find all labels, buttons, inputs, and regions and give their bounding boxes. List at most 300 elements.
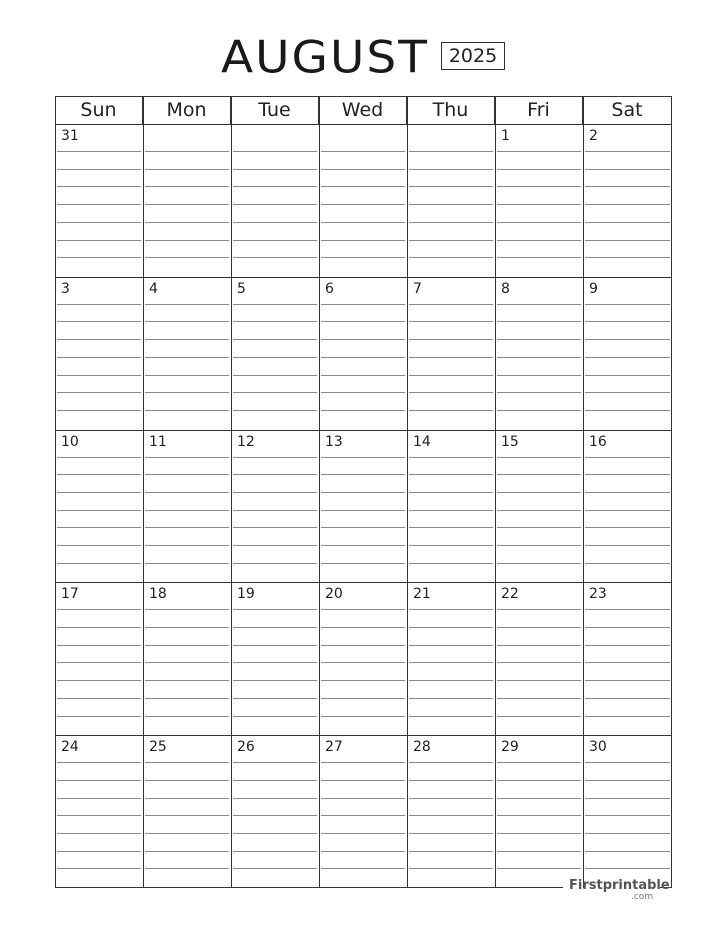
writing-line xyxy=(409,169,493,170)
writing-line xyxy=(497,680,581,681)
brand-logo: Firstprintable xyxy=(569,878,670,893)
writing-line xyxy=(233,169,317,170)
writing-line xyxy=(233,698,317,699)
writing-line xyxy=(145,474,229,475)
day-number: 11 xyxy=(149,433,167,450)
day-number: 14 xyxy=(413,433,431,450)
writing-line xyxy=(321,510,405,511)
writing-line xyxy=(585,833,670,834)
writing-line xyxy=(585,492,670,493)
day-number: 29 xyxy=(501,739,519,756)
writing-line xyxy=(145,833,229,834)
day-number: 8 xyxy=(501,280,510,297)
writing-line xyxy=(233,716,317,717)
writing-line xyxy=(585,609,670,610)
day-cell[interactable] xyxy=(143,277,231,430)
day-number: 18 xyxy=(149,586,167,603)
writing-line xyxy=(585,780,670,781)
writing-line xyxy=(57,375,141,376)
writing-line xyxy=(585,851,670,852)
writing-line xyxy=(233,222,317,223)
writing-line xyxy=(409,851,493,852)
day-number: 26 xyxy=(237,739,255,756)
writing-line xyxy=(497,169,581,170)
writing-line xyxy=(233,257,317,258)
writing-line xyxy=(497,257,581,258)
writing-line xyxy=(145,375,229,376)
writing-line xyxy=(57,698,141,699)
day-cell[interactable] xyxy=(55,124,143,277)
weekday-header-wed: Wed xyxy=(319,96,407,124)
writing-line xyxy=(145,645,229,646)
writing-line xyxy=(57,645,141,646)
day-number: 4 xyxy=(149,280,158,297)
brand-domain: .com xyxy=(631,892,654,902)
writing-line xyxy=(145,304,229,305)
writing-line xyxy=(585,680,670,681)
writing-line xyxy=(321,815,405,816)
day-cell[interactable] xyxy=(583,124,672,277)
writing-line xyxy=(409,527,493,528)
writing-line xyxy=(57,492,141,493)
writing-line xyxy=(57,868,141,869)
writing-line xyxy=(409,257,493,258)
writing-line xyxy=(57,169,141,170)
writing-line xyxy=(409,304,493,305)
writing-line xyxy=(409,410,493,411)
writing-line xyxy=(409,339,493,340)
writing-line xyxy=(409,815,493,816)
writing-line xyxy=(497,563,581,564)
writing-line xyxy=(145,186,229,187)
day-number: 30 xyxy=(589,739,607,756)
writing-line xyxy=(321,257,405,258)
day-cell[interactable] xyxy=(231,582,319,735)
writing-line xyxy=(57,339,141,340)
writing-line xyxy=(409,375,493,376)
writing-line xyxy=(145,798,229,799)
day-cell[interactable] xyxy=(319,582,407,735)
writing-line xyxy=(145,457,229,458)
writing-line xyxy=(57,545,141,546)
writing-line xyxy=(497,204,581,205)
writing-line xyxy=(145,780,229,781)
writing-line xyxy=(497,392,581,393)
writing-line xyxy=(497,868,581,869)
writing-line xyxy=(409,833,493,834)
writing-line xyxy=(233,545,317,546)
writing-line xyxy=(145,563,229,564)
day-cell[interactable] xyxy=(407,277,495,430)
writing-line xyxy=(409,780,493,781)
writing-line xyxy=(497,780,581,781)
day-cell[interactable] xyxy=(319,430,407,583)
day-number: 7 xyxy=(413,280,422,297)
writing-line xyxy=(145,698,229,699)
writing-line xyxy=(585,392,670,393)
writing-line xyxy=(57,257,141,258)
day-cell[interactable] xyxy=(407,430,495,583)
writing-line xyxy=(497,698,581,699)
writing-line xyxy=(585,627,670,628)
day-cell[interactable] xyxy=(583,582,672,735)
day-number: 21 xyxy=(413,586,431,603)
writing-line xyxy=(409,222,493,223)
writing-line xyxy=(585,698,670,699)
writing-line xyxy=(321,698,405,699)
writing-line xyxy=(585,527,670,528)
day-number: 1 xyxy=(501,128,510,144)
writing-line xyxy=(233,868,317,869)
writing-line xyxy=(57,563,141,564)
writing-line xyxy=(57,474,141,475)
writing-line xyxy=(321,716,405,717)
writing-line xyxy=(585,204,670,205)
writing-line xyxy=(233,762,317,763)
writing-line xyxy=(497,798,581,799)
weekday-header-tue: Tue xyxy=(231,96,319,124)
day-cell[interactable] xyxy=(143,582,231,735)
writing-line xyxy=(497,304,581,305)
writing-line xyxy=(233,662,317,663)
writing-line xyxy=(145,762,229,763)
writing-line xyxy=(233,645,317,646)
writing-line xyxy=(57,510,141,511)
day-number: 24 xyxy=(61,739,79,756)
day-cell[interactable] xyxy=(231,735,319,888)
writing-line xyxy=(321,474,405,475)
writing-line xyxy=(145,815,229,816)
writing-line xyxy=(585,510,670,511)
writing-line xyxy=(57,662,141,663)
writing-line xyxy=(321,169,405,170)
day-cell[interactable] xyxy=(55,277,143,430)
day-cell[interactable] xyxy=(231,277,319,430)
writing-line xyxy=(585,240,670,241)
day-cell[interactable] xyxy=(583,430,672,583)
writing-line xyxy=(497,609,581,610)
day-cell[interactable] xyxy=(407,124,495,277)
writing-line xyxy=(233,851,317,852)
writing-line xyxy=(233,680,317,681)
day-number: 2 xyxy=(589,128,598,144)
writing-line xyxy=(145,609,229,610)
writing-line xyxy=(497,375,581,376)
day-cell[interactable] xyxy=(143,735,231,888)
weekday-header-thu: Thu xyxy=(407,96,495,124)
writing-line xyxy=(321,492,405,493)
writing-line xyxy=(57,321,141,322)
writing-line xyxy=(233,304,317,305)
day-number: 13 xyxy=(325,433,343,450)
writing-line xyxy=(321,410,405,411)
writing-line xyxy=(497,186,581,187)
writing-line xyxy=(321,304,405,305)
writing-line xyxy=(233,339,317,340)
day-number: 28 xyxy=(413,739,431,756)
writing-line xyxy=(585,457,670,458)
writing-line xyxy=(321,662,405,663)
writing-line xyxy=(57,798,141,799)
writing-line xyxy=(409,563,493,564)
writing-line xyxy=(321,339,405,340)
day-cell[interactable] xyxy=(495,430,583,583)
writing-line xyxy=(585,762,670,763)
writing-line xyxy=(585,716,670,717)
writing-line xyxy=(409,716,493,717)
writing-line xyxy=(57,410,141,411)
writing-line xyxy=(585,645,670,646)
day-number: 6 xyxy=(325,280,334,297)
writing-line xyxy=(233,563,317,564)
writing-line xyxy=(409,698,493,699)
writing-line xyxy=(409,798,493,799)
writing-line xyxy=(409,645,493,646)
writing-line xyxy=(585,410,670,411)
writing-line xyxy=(497,545,581,546)
writing-line xyxy=(585,339,670,340)
year-badge: 2025 xyxy=(441,42,505,70)
writing-line xyxy=(321,645,405,646)
writing-line xyxy=(57,357,141,358)
writing-line xyxy=(145,510,229,511)
day-number: 31 xyxy=(61,128,79,144)
writing-line xyxy=(409,240,493,241)
writing-line xyxy=(497,762,581,763)
writing-line xyxy=(57,240,141,241)
day-cell[interactable] xyxy=(231,124,319,277)
day-cell[interactable] xyxy=(407,735,495,888)
day-number: 9 xyxy=(589,280,598,297)
day-cell[interactable] xyxy=(583,277,672,430)
writing-line xyxy=(321,762,405,763)
day-number: 20 xyxy=(325,586,343,603)
writing-line xyxy=(321,680,405,681)
writing-line xyxy=(57,851,141,852)
writing-line xyxy=(585,798,670,799)
writing-line xyxy=(497,321,581,322)
writing-line xyxy=(409,457,493,458)
writing-line xyxy=(585,815,670,816)
writing-line xyxy=(145,339,229,340)
writing-line xyxy=(233,357,317,358)
writing-line xyxy=(145,222,229,223)
day-number: 22 xyxy=(501,586,519,603)
day-number: 3 xyxy=(61,280,70,297)
day-number: 12 xyxy=(237,433,255,450)
day-cell[interactable] xyxy=(583,735,672,888)
day-cell[interactable] xyxy=(143,430,231,583)
writing-line xyxy=(233,457,317,458)
writing-line xyxy=(321,563,405,564)
writing-line xyxy=(57,780,141,781)
writing-line xyxy=(321,240,405,241)
writing-line xyxy=(233,780,317,781)
writing-line xyxy=(585,545,670,546)
day-number: 5 xyxy=(237,280,246,297)
writing-line xyxy=(145,321,229,322)
day-number: 19 xyxy=(237,586,255,603)
writing-line xyxy=(321,151,405,152)
writing-line xyxy=(497,510,581,511)
writing-line xyxy=(497,833,581,834)
writing-line xyxy=(233,798,317,799)
day-cell[interactable] xyxy=(495,124,583,277)
writing-line xyxy=(145,240,229,241)
calendar-grid xyxy=(55,96,672,888)
writing-line xyxy=(57,627,141,628)
day-cell[interactable] xyxy=(55,582,143,735)
day-cell[interactable] xyxy=(319,277,407,430)
writing-line xyxy=(57,457,141,458)
writing-line xyxy=(409,609,493,610)
writing-line xyxy=(497,645,581,646)
writing-line xyxy=(409,545,493,546)
writing-line xyxy=(145,627,229,628)
writing-line xyxy=(497,240,581,241)
writing-line xyxy=(233,510,317,511)
writing-line xyxy=(57,222,141,223)
writing-line xyxy=(57,815,141,816)
writing-line xyxy=(57,762,141,763)
day-number: 16 xyxy=(589,433,607,450)
writing-line xyxy=(233,186,317,187)
writing-line xyxy=(233,833,317,834)
writing-line xyxy=(409,151,493,152)
writing-line xyxy=(409,627,493,628)
day-cell[interactable] xyxy=(55,735,143,888)
month-title: AUGUST xyxy=(221,31,429,84)
writing-line xyxy=(145,392,229,393)
writing-line xyxy=(321,375,405,376)
writing-line xyxy=(585,257,670,258)
writing-line xyxy=(497,815,581,816)
writing-line xyxy=(321,357,405,358)
writing-line xyxy=(145,716,229,717)
writing-line xyxy=(321,609,405,610)
writing-line xyxy=(321,851,405,852)
writing-line xyxy=(585,868,670,869)
writing-line xyxy=(233,321,317,322)
grid-bottom-border xyxy=(55,887,563,888)
writing-line xyxy=(145,257,229,258)
writing-line xyxy=(233,151,317,152)
writing-line xyxy=(409,868,493,869)
writing-line xyxy=(145,151,229,152)
weekday-header-mon: Mon xyxy=(143,96,231,124)
writing-line xyxy=(409,510,493,511)
writing-line xyxy=(585,375,670,376)
day-cell[interactable] xyxy=(407,582,495,735)
writing-line xyxy=(233,204,317,205)
writing-line xyxy=(233,492,317,493)
writing-line xyxy=(321,392,405,393)
writing-line xyxy=(145,662,229,663)
writing-line xyxy=(321,780,405,781)
day-number: 10 xyxy=(61,433,79,450)
writing-line xyxy=(145,169,229,170)
writing-line xyxy=(409,474,493,475)
writing-line xyxy=(497,662,581,663)
writing-line xyxy=(497,492,581,493)
writing-line xyxy=(233,527,317,528)
writing-line xyxy=(57,609,141,610)
writing-line xyxy=(57,833,141,834)
writing-line xyxy=(57,204,141,205)
day-number: 15 xyxy=(501,433,519,450)
day-number: 25 xyxy=(149,739,167,756)
writing-line xyxy=(585,321,670,322)
day-cell[interactable] xyxy=(319,124,407,277)
day-cell[interactable] xyxy=(495,735,583,888)
writing-line xyxy=(497,851,581,852)
writing-line xyxy=(321,204,405,205)
writing-line xyxy=(321,833,405,834)
weekday-header-sun: Sun xyxy=(55,96,143,124)
writing-line xyxy=(145,851,229,852)
writing-line xyxy=(497,151,581,152)
weekday-header-fri: Fri xyxy=(495,96,583,124)
writing-line xyxy=(233,240,317,241)
writing-line xyxy=(57,186,141,187)
writing-line xyxy=(321,457,405,458)
writing-line xyxy=(321,868,405,869)
day-cell[interactable] xyxy=(143,124,231,277)
day-cell[interactable] xyxy=(495,582,583,735)
writing-line xyxy=(409,662,493,663)
writing-line xyxy=(409,186,493,187)
writing-line xyxy=(145,680,229,681)
writing-line xyxy=(585,662,670,663)
writing-line xyxy=(409,204,493,205)
day-cell[interactable] xyxy=(55,430,143,583)
writing-line xyxy=(321,222,405,223)
writing-line xyxy=(585,357,670,358)
writing-line xyxy=(233,375,317,376)
weekday-header-sat: Sat xyxy=(583,96,672,124)
writing-line xyxy=(233,392,317,393)
writing-line xyxy=(409,762,493,763)
writing-line xyxy=(497,222,581,223)
writing-line xyxy=(409,392,493,393)
writing-line xyxy=(497,627,581,628)
day-cell[interactable] xyxy=(231,430,319,583)
writing-line xyxy=(409,357,493,358)
day-number: 23 xyxy=(589,586,607,603)
writing-line xyxy=(409,321,493,322)
writing-line xyxy=(497,457,581,458)
writing-line xyxy=(497,716,581,717)
day-cell[interactable] xyxy=(495,277,583,430)
day-number: 17 xyxy=(61,586,79,603)
writing-line xyxy=(585,222,670,223)
writing-line xyxy=(57,151,141,152)
writing-line xyxy=(497,357,581,358)
writing-line xyxy=(409,680,493,681)
writing-line xyxy=(233,474,317,475)
writing-line xyxy=(57,527,141,528)
writing-line xyxy=(57,304,141,305)
writing-line xyxy=(497,339,581,340)
writing-line xyxy=(233,627,317,628)
writing-line xyxy=(145,868,229,869)
writing-line xyxy=(321,321,405,322)
writing-line xyxy=(57,680,141,681)
writing-line xyxy=(585,563,670,564)
day-number: 27 xyxy=(325,739,343,756)
writing-line xyxy=(585,151,670,152)
day-cell[interactable] xyxy=(319,735,407,888)
